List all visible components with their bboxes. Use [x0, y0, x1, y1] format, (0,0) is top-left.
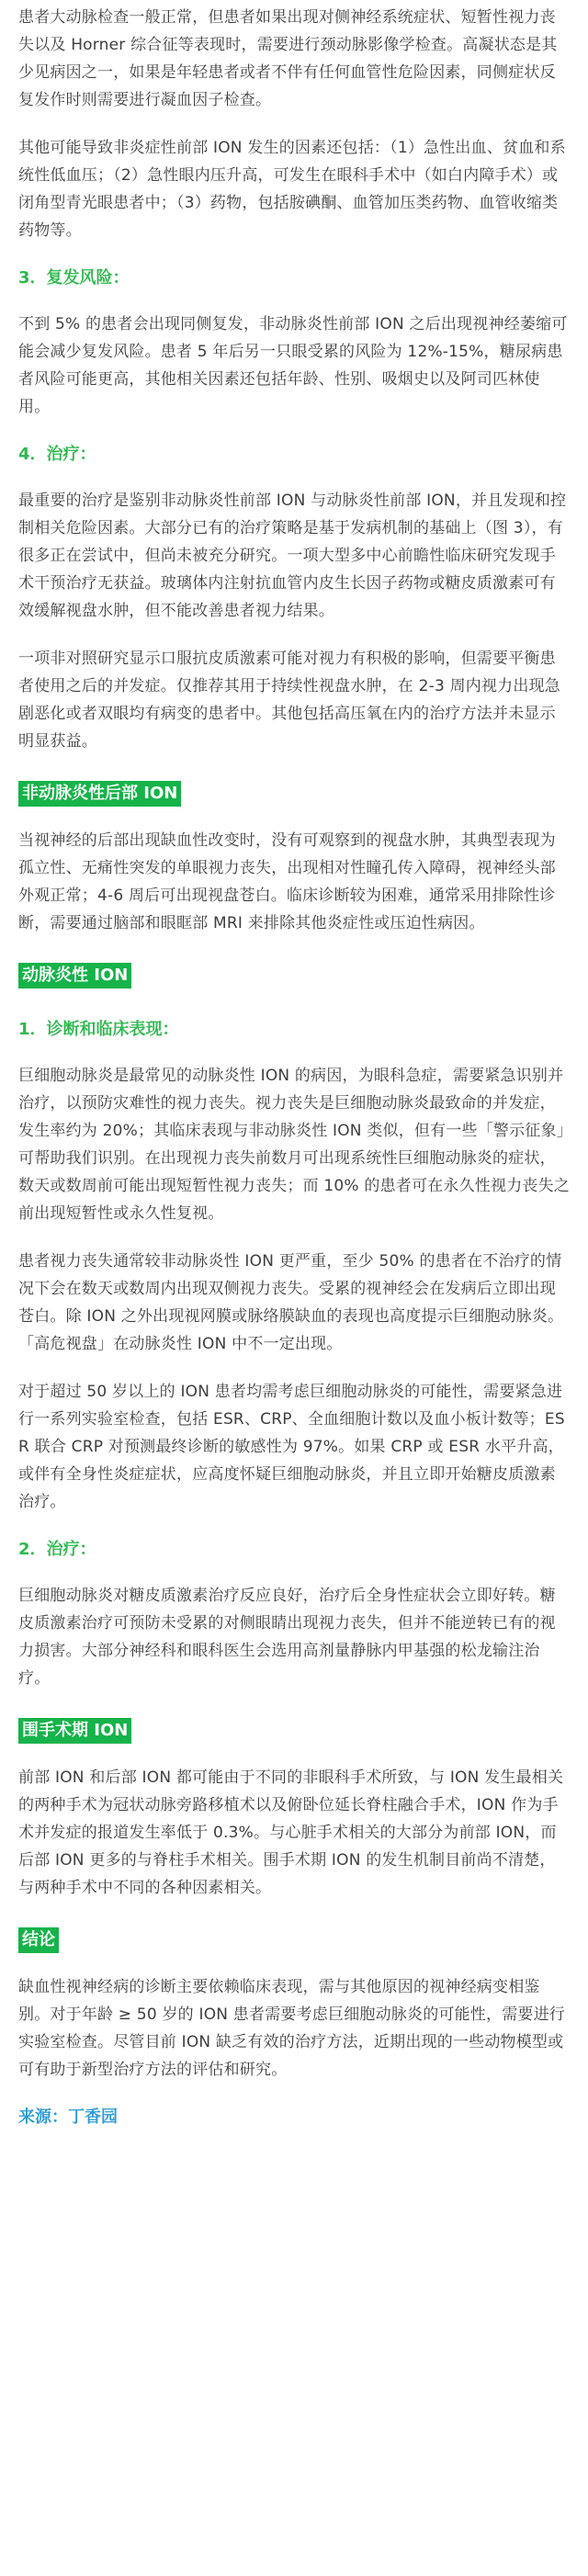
subheading-diagnosis: 1．诊断和临床表现： — [18, 1020, 179, 1039]
section-heading-perioperative-ion: 围手术期 ION — [18, 1718, 131, 1744]
subheading-recurrence-risk: 3．复发风险： — [18, 268, 130, 288]
paragraph-recurrence: 不到 5% 的患者会出现同侧复发，非动脉炎性前部 ION 之后出现视神经萎缩可能会减少复发风险。患者 5 年后另一只眼受累的风险为 12%-15%，糖尿病患者风险可能更高，其他相关因素还包括年龄、性别、吸烟史以及阿司匹林使用。 — [18, 315, 568, 416]
paragraph-giant-cell-arteritis: 巨细胞动脉炎是最常见的动脉炎性 ION 的病因，为眼科急症，需要紧急识别并治疗，以预防灾难性的视力丧失。视力丧失是巨细胞动脉炎最致命的并发症，发生率约为 20%；其临床表现与非动脉炎性 ION 类似，但有一些「警示征象」可帮助我们识别。在出现视力丧失前数月可出现系统性巨细胞动脉炎的症状，数天或数周前可能出现短暂性视力丧失；而 10% 的患者可在永久性视力丧失之前出现短暂性或永久性复视。 — [18, 1067, 570, 1223]
paragraph-treatment-strategy: 最重要的治疗是鉴别非动脉炎性前部 ION 与动脉炎性前部 ION，并且发现和控制相关危险因素。大部分已有的治疗策略是基于发病机制的基础上（图 3），有很多正在尝试中，但尚未被充分研究。一项大型多中心前瞻性临床研究发现手术干预治疗无获益。玻璃体内注射抗血管内皮生长因子药物或糖皮质激素可有效缓解视盘水肿，但不能改善患者视力结果。 — [18, 491, 567, 620]
source-credit: 来源：丁香园 — [18, 2107, 118, 2127]
paragraph-perioperative: 前部 ION 和后部 ION 都可能由于不同的非眼科手术所致，与 ION 发生最相关的两种手术为冠状动脉旁路移植术以及俯卧位延长脊柱融合手术，ION 作为手术并发症的报道发生率低于 0.3%。与心脏手术相关的大部分为前部 ION，而后部 ION 更多的与脊柱手术相关。围手术期 ION 的发生机制目前尚不清楚，与两种手术中不同的各种因素相关。 — [18, 1768, 564, 1897]
paragraph-lab-tests: 对于超过 50 岁以上的 ION 患者均需考虑巨细胞动脉炎的可能性，需要紧急进行一系列实验室检查，包括 ESR、CRP、全血细胞计数以及血小板计数等；ESR 联合 CRP 对预测最终诊断的敏感性为 97%。如果 CRP 或 ESR 水平升高，或伴有全身性炎症症状，应高度怀疑巨细胞动脉炎，并且立即开始糖皮质激素治疗。 — [18, 1383, 565, 1511]
subheading-treatment: 4．治疗： — [18, 445, 96, 464]
section-heading-posterior-naion: 非动脉炎性后部 ION — [18, 781, 181, 807]
section-heading-arteritic-ion: 动脉炎性 ION — [18, 963, 131, 989]
paragraph-hypercoagulable: 患者大动脉检查一般正常，但患者如果出现对侧神经系统症状、短暂性视力丧失以及 Horner 综合征等表现时，需要进行颈动脉影像学检查。高凝状态是其少见病因之一，如果是年轻患者或者不伴有任何血管性危险因素，同侧症状反复发作时则需要进行凝血因子检查。 — [18, 8, 558, 109]
section-heading-conclusion: 结论 — [18, 1927, 59, 1953]
paragraph-posterior-ion: 当视神经的后部出现缺血性改变时，没有可观察到的视盘水肿，其典型表现为孤立性、无痛性突发的单眼视力丧失，出现相对性瞳孔传入障碍，视神经头部外观正常；4-6 周后可出现视盘苍白。临床诊断较为困难，通常采用排除性诊断，需要通过脑部和眼眶部 MRI 来排除其他炎症性或压迫性病因。 — [18, 831, 556, 932]
paragraph-oral-steroids: 一项非对照研究显示口服抗皮质激素可能对视力有积极的影响，但需要平衡患者使用之后的并发症。仅推荐其用于持续性视盘水肿，在 2-3 周内视力出现急剧恶化或者双眼均有病变的患者中。其他包括高压氧在内的治疗方法并未显示明显获益。 — [18, 650, 560, 751]
paragraph-vision-loss-severity: 患者视力丧失通常较非动脉炎性 ION 更严重，至少 50% 的患者在不治疗的情况下会在数天或数周内出现双侧视力丧失。受累的视神经会在发病后立即出现苍白。除 ION 之外出现视网膜或脉络膜缺血的表现也高度提示巨细胞动脉炎。「高危视盘」在动脉炎性 ION 中不一定出现。 — [18, 1252, 564, 1353]
paragraph-other-factors: 其他可能导致非炎症性前部 ION 发生的因素还包括：（1）急性出血、贫血和系统性低血压；（2）急性眼内压升高，可发生在眼科手术中（如白内障手术）或闭角型青光眼患者中；（3）药物，包括胺碘酮、血管加压类药物、血管收缩类药物等。 — [18, 139, 566, 240]
paragraph-conclusion: 缺血性视神经病的诊断主要依赖临床表现，需与其他原因的视神经病变相鉴别。对于年龄 ≥ 50 岁的 ION 患者需要考虑巨细胞动脉炎的可能性，需要进行实验室检查。尽管目前 ION 缺乏有效的治疗方法，近期出现的一些动物模型或可有助于新型治疗方法的评估和研究。 — [18, 1978, 566, 2079]
subheading-treatment-2: 2．治疗： — [18, 1540, 96, 1559]
paragraph-steroid-response: 巨细胞动脉炎对糖皮质激素治疗反应良好，治疗后全身性症状会立即好转。糖皮质激素治疗可预防未受累的对侧眼睛出现视力丧失，但并不能逆转已有的视力损害。大部分神经科和眼科医生会选用高剂量静脉内甲基强的松龙输注治疗。 — [18, 1587, 556, 1688]
